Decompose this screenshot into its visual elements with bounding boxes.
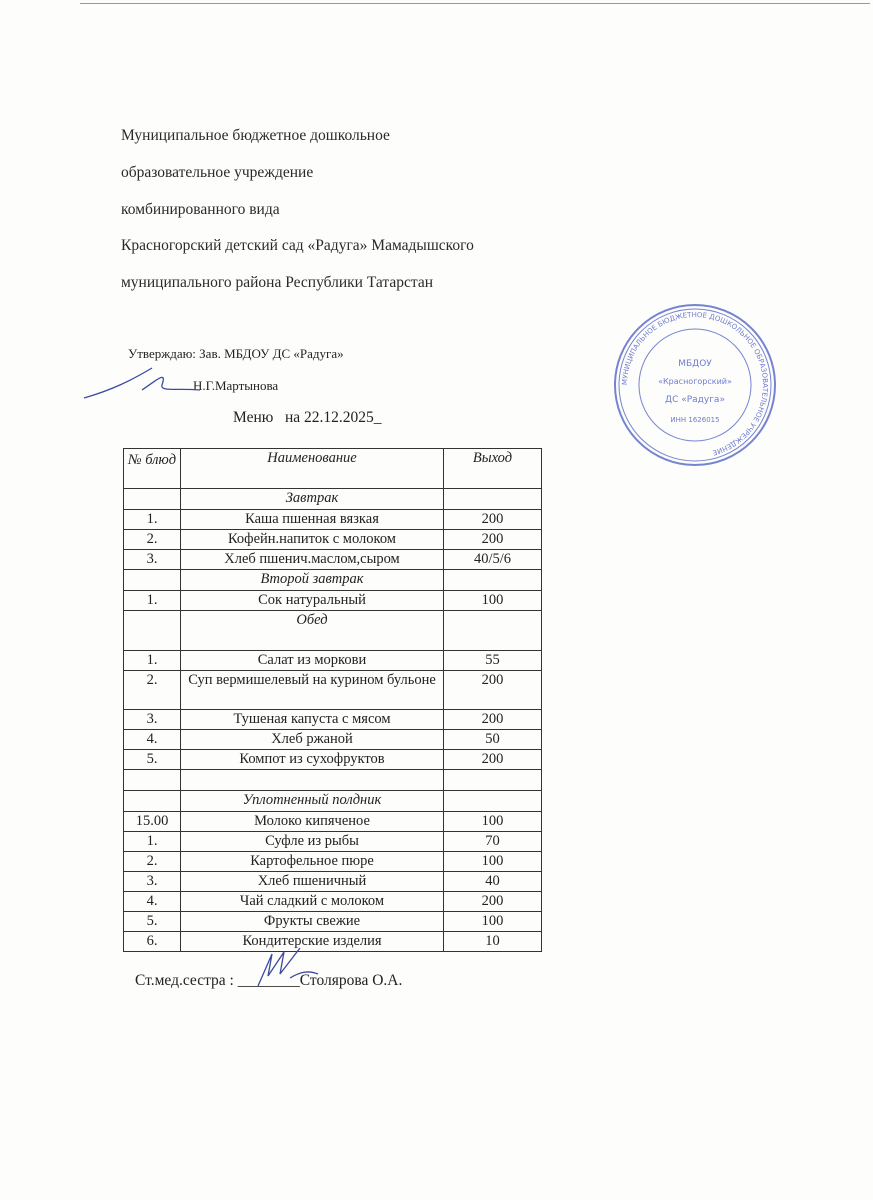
- dish-number: 1.: [124, 832, 181, 852]
- cell-output: [444, 770, 542, 791]
- dish-name: Суп вермишелевый на курином бульоне: [181, 671, 444, 710]
- section-title: Обед: [181, 611, 444, 651]
- dish-row: [124, 671, 542, 710]
- nurse-signature: [250, 944, 320, 989]
- cell-number: [124, 489, 181, 510]
- dish-output: 100: [444, 912, 542, 932]
- dish-row: [124, 730, 542, 750]
- dish-number: 6.: [124, 932, 181, 952]
- dish-name: Картофельное пюре: [181, 852, 444, 872]
- dish-number: 2.: [124, 530, 181, 550]
- dish-number: 1.: [124, 591, 181, 611]
- svg-text:МБДОУ: МБДОУ: [678, 359, 712, 369]
- dish-output: 100: [444, 812, 542, 832]
- col-name: Наименование: [181, 449, 444, 489]
- scan-edge: [80, 3, 870, 4]
- cell-number: [124, 791, 181, 812]
- dish-name: Хлеб пшеничный: [181, 872, 444, 892]
- section-title: Завтрак: [181, 489, 444, 510]
- dish-row: [124, 710, 542, 730]
- dish-name: Компот из сухофруктов: [181, 750, 444, 770]
- dish-name: Суфле из рыбы: [181, 832, 444, 852]
- org-line-3: комбинированного вида: [121, 201, 280, 218]
- dish-number: 15.00: [124, 812, 181, 832]
- dish-name: Кондитерские изделия: [181, 932, 444, 952]
- cell-output: [444, 570, 542, 591]
- dish-number: 3.: [124, 550, 181, 570]
- dish-number: 5.: [124, 912, 181, 932]
- dish-row: [124, 530, 542, 550]
- dish-number: 4.: [124, 892, 181, 912]
- dish-name: Каша пшенная вязкая: [181, 510, 444, 530]
- director-signature: [82, 360, 202, 405]
- dish-output: 55: [444, 651, 542, 671]
- dish-name: Молоко кипяченое: [181, 812, 444, 832]
- dish-row: [124, 872, 542, 892]
- nurse-name: Столярова О.А.: [299, 972, 403, 989]
- dish-row: [124, 812, 542, 832]
- col-number: № блюд: [124, 449, 181, 489]
- svg-text:ДС «Радуга»: ДС «Радуга»: [665, 395, 725, 405]
- dish-number: 2.: [124, 671, 181, 710]
- dish-output: 200: [444, 510, 542, 530]
- section-row: [124, 489, 542, 510]
- dish-name: Чай сладкий с молоком: [181, 892, 444, 912]
- dish-name: Фрукты свежие: [181, 912, 444, 932]
- dish-row: [124, 591, 542, 611]
- dish-number: 5.: [124, 750, 181, 770]
- dish-name: Тушеная капуста с мясом: [181, 710, 444, 730]
- cell-number: [124, 570, 181, 591]
- dish-number: 3.: [124, 872, 181, 892]
- signoff-label: Ст.мед.сестра : ________: [135, 972, 300, 989]
- dish-name: Сок натуральный: [181, 591, 444, 611]
- dish-output: 50: [444, 730, 542, 750]
- dish-number: 3.: [124, 710, 181, 730]
- dish-row: [124, 550, 542, 570]
- dish-output: 200: [444, 671, 542, 710]
- official-stamp: [610, 300, 780, 470]
- dish-row: [124, 651, 542, 671]
- dish-row: [124, 892, 542, 912]
- section-title: Уплотненный полдник: [181, 791, 444, 812]
- dish-name: Хлеб ржаной: [181, 730, 444, 750]
- cell-output: [444, 489, 542, 510]
- dish-output: 200: [444, 530, 542, 550]
- dish-row: [124, 912, 542, 932]
- cell-name: [181, 770, 444, 791]
- dish-number: 1.: [124, 510, 181, 530]
- org-line-4: Красногорский детский сад «Радуга» Мамадышского: [121, 237, 474, 254]
- dish-name: Кофейн.напиток с молоком: [181, 530, 444, 550]
- dish-number: 1.: [124, 651, 181, 671]
- section-title: Второй завтрак: [181, 570, 444, 591]
- dish-number: 4.: [124, 730, 181, 750]
- section-row: [124, 791, 542, 812]
- dish-output: 100: [444, 591, 542, 611]
- dish-output: 200: [444, 892, 542, 912]
- cell-number: [124, 770, 181, 791]
- org-line-2: образовательное учреждение: [121, 164, 314, 181]
- blank-row: [124, 770, 542, 791]
- cell-output: [444, 791, 542, 812]
- dish-row: [124, 932, 542, 952]
- dish-output: 100: [444, 852, 542, 872]
- dish-output: 70: [444, 832, 542, 852]
- section-row: [124, 570, 542, 591]
- dish-output: 200: [444, 710, 542, 730]
- approval-line: Утверждаю: Зав. МБДОУ ДС «Радуга»: [128, 346, 344, 361]
- svg-text:«Красногорский»: «Красногорский»: [658, 377, 732, 386]
- cell-output: [444, 611, 542, 651]
- menu-table: [123, 448, 542, 952]
- dish-output: 200: [444, 750, 542, 770]
- cell-number: [124, 611, 181, 651]
- dish-name: Салат из моркови: [181, 651, 444, 671]
- dish-output: 10: [444, 932, 542, 952]
- dish-row: [124, 510, 542, 530]
- dish-row: [124, 750, 542, 770]
- menu-title: Меню на 22.12.2025_: [233, 409, 382, 426]
- dish-output: 40: [444, 872, 542, 892]
- dish-name: Хлеб пшенич.маслом,сыром: [181, 550, 444, 570]
- org-line-5: муниципального района Республики Татарстан: [121, 274, 434, 291]
- director-name: Н.Г.Мартынова: [193, 378, 279, 393]
- org-line-1: Муниципальное бюджетное дошкольное: [121, 127, 390, 144]
- section-row: [124, 611, 542, 651]
- dish-number: 2.: [124, 852, 181, 872]
- svg-text:ИНН 1626015: ИНН 1626015: [670, 416, 720, 424]
- dish-output: 40/5/6: [444, 550, 542, 570]
- dish-row: [124, 832, 542, 852]
- svg-text:МУНИЦИПАЛЬНОЕ БЮДЖЕТНОЕ ДОШКОЛ: МУНИЦИПАЛЬНОЕ БЮДЖЕТНОЕ ДОШКОЛЬНОЕ ОБРАЗОВАТЕЛЬНОЕ УЧРЕЖДЕНИЕ: [620, 310, 770, 457]
- col-output: Выход: [444, 449, 542, 489]
- dish-row: [124, 852, 542, 872]
